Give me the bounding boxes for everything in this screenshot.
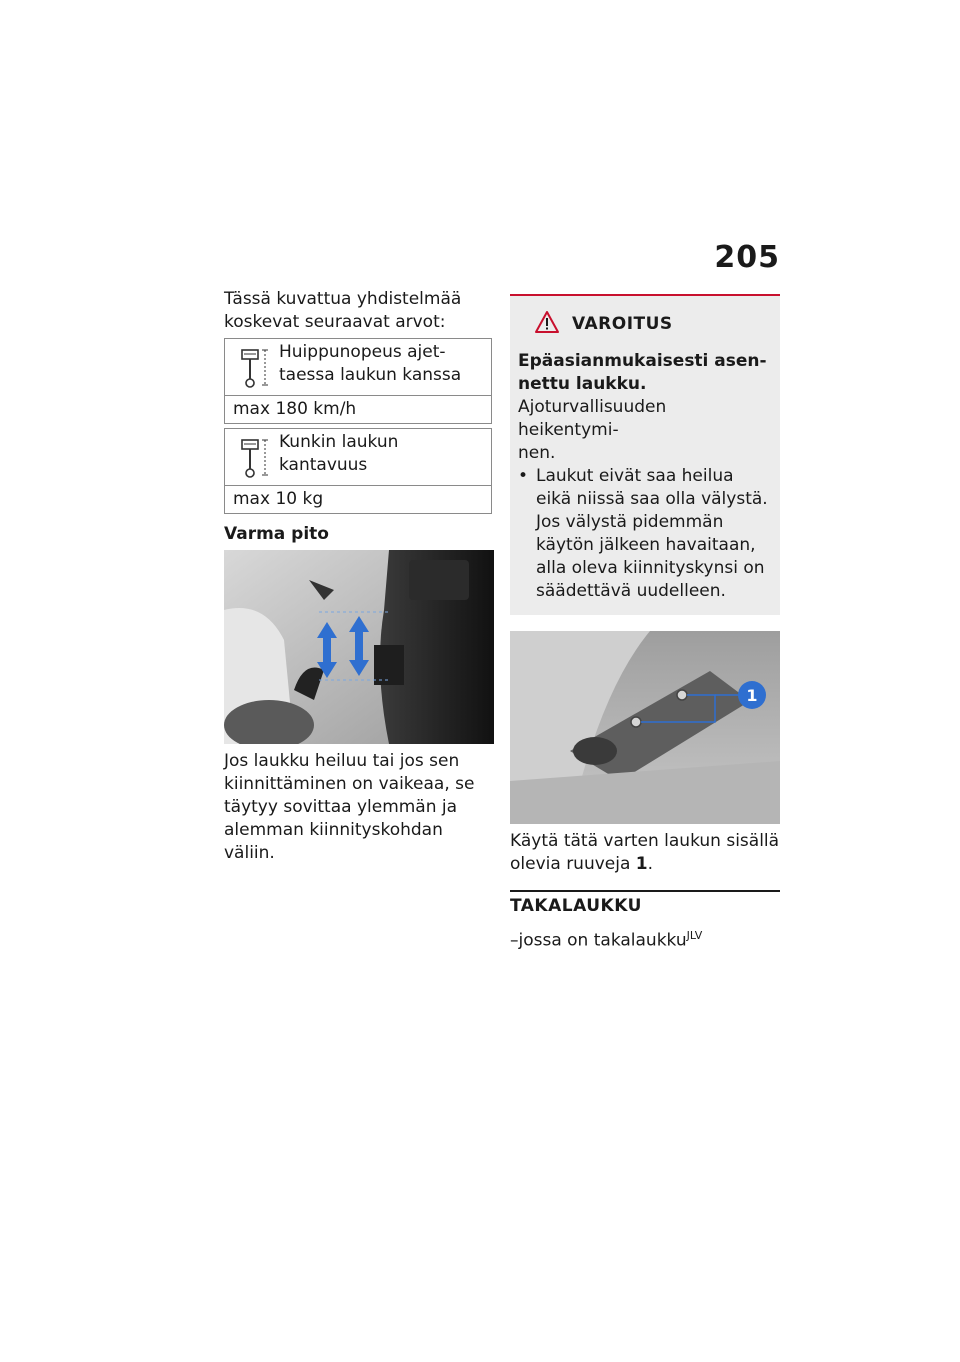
left-column: [224, 288, 494, 865]
spec-label-cell: [225, 429, 492, 486]
screw-reference: 1: [635, 854, 648, 874]
warning-box: [510, 294, 780, 615]
spec-value: max 10 kg: [225, 486, 492, 514]
spec-label-cell: [225, 339, 492, 396]
spec-table-speed: [224, 338, 492, 424]
warning-title: VAROITUS: [572, 314, 673, 334]
section-title-top-case: TAKALAUKKU: [510, 890, 780, 916]
body-text-right-main: Käytä tätä varten laukun sisällä olevia ruuveja: [510, 831, 780, 874]
subheading-secure-fit: Varma pito: [224, 524, 329, 544]
applicability-note: [510, 924, 780, 953]
spec-label: Kunkin laukun kantavuus: [279, 432, 399, 475]
applicability-text: –jossa on takalaukku: [510, 930, 687, 951]
warning-triangle-icon: [534, 310, 560, 338]
body-text-left: Jos laukku heiluu tai jos sen kiinnittäminen on vaikeaa, se täytyy sovittaa ylemmän ja alemman kiinnityskohdan väliin.: [224, 751, 475, 863]
warning-header: [518, 310, 772, 338]
body-text-right: Käytä tätä varten laukun sisällä olevia ruuveja 1.: [510, 831, 780, 874]
intro-text: Tässä kuvattua yhdistelmää koskevat seuraavat arvot:: [224, 289, 462, 332]
spec-table-load: [224, 428, 492, 514]
piston-icon: [233, 345, 271, 391]
warning-cause: Epäasianmukaisesti asen- nettu laukku.: [518, 351, 767, 394]
case-mount-photo: [224, 550, 494, 744]
right-column: [510, 294, 780, 953]
warning-list: [518, 465, 772, 603]
piston-icon: [233, 435, 271, 481]
page-number: 205: [714, 240, 780, 275]
applicability-code: JLV: [686, 929, 703, 942]
callout-number-1: 1: [746, 686, 758, 705]
warning-bullet: • Laukut eivät saa heilua eikä niissä saa olla välystä. Jos välystä pidemmän käytön jälkeen havaitaan, alla oleva kiinnityskynsi on säädettävä uudelleen.: [518, 465, 772, 603]
spec-value: max 180 km/h: [225, 396, 492, 424]
inner-screws-photo: [510, 631, 780, 824]
spec-label: Huippunopeus ajet- taessa laukun kanssa: [279, 342, 462, 385]
warning-effect: Ajoturvallisuuden heikentymi- nen.: [518, 397, 667, 463]
